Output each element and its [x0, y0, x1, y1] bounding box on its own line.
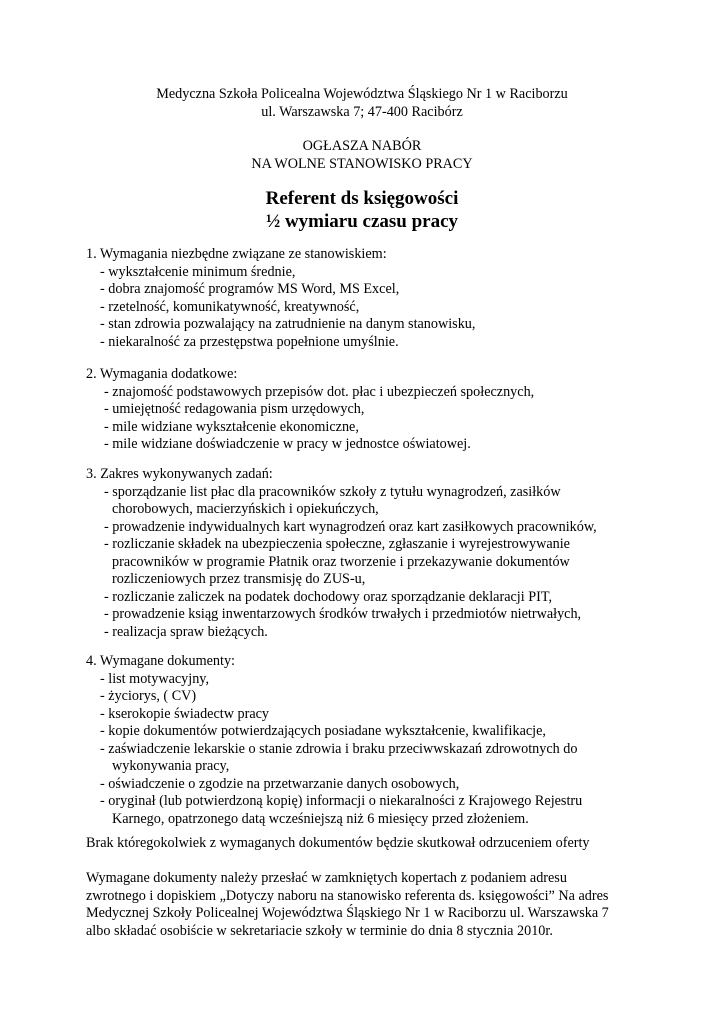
list-item: - realizacja spraw bieżących.: [104, 623, 268, 640]
instruction-line: Wymagane dokumenty należy przesłać w zamkniętych kopertach z podaniem adresu: [86, 870, 567, 886]
list-item: - umiejętność redagowania pism urzędowych,: [104, 401, 365, 417]
submission-instructions: [86, 870, 646, 940]
list-item: - życiorys, ( CV): [100, 688, 197, 704]
list-item-continuation: rozliczeniowych przez transmisję do ZUS-u,: [112, 571, 366, 587]
section-requirements: [86, 246, 646, 351]
list-item: - mile widziane wykształcenie ekonomiczne,: [104, 418, 359, 435]
list-item: - sporządzanie list płac dla pracowników szkoły z tytułu wynagrodzeń, zasiłków: [104, 483, 561, 500]
school-name: Medyczna Szkoła Policealna Województwa Śląskiego Nr 1 w Raciborzu: [156, 86, 568, 102]
position-title: [0, 187, 724, 233]
list-item-continuation: Karnego, opatrzonego datą wcześniejszą niż 6 miesięcy przed złożeniem.: [112, 810, 529, 827]
list-item: - dobra znajomość programów MS Word, MS Excel,: [100, 281, 400, 297]
instruction-line: zwrotnego i dopiskiem „Dotyczy naboru na stanowisko referenta ds. księgowości” Na adres: [86, 887, 609, 904]
position-name: Referent ds księgowości: [265, 188, 459, 209]
list-item: - kopie dokumentów potwierdzających posiadane wykształcenie, kwalifikacje,: [100, 723, 546, 739]
list-item: - oryginał (lub potwierdzoną kopię) informacji o niekaralności z Krajowego Rejestru: [100, 793, 583, 809]
section-duties: [86, 466, 646, 641]
list-item: - znajomość podstawowych przepisów dot. płac i ubezpieczeń społecznych,: [104, 383, 535, 400]
section-title: 1. Wymagania niezbędne związane ze stanowiskiem:: [86, 246, 387, 262]
list-item: - wykształcenie minimum średnie,: [100, 263, 296, 280]
section-additional-requirements: [86, 366, 646, 454]
list-item: - zaświadczenie lekarskie o stanie zdrowia i braku przeciwwskazań zdrowotnych do: [100, 740, 578, 757]
missing-documents-warning: Brak któregokolwiek z wymaganych dokumentów będzie skutkował odrzuceniem oferty: [86, 835, 590, 851]
notice-line-2: NA WOLNE STANOWISKO PRACY: [251, 155, 473, 172]
section-title: 3. Zakres wykonywanych zadań:: [86, 466, 273, 482]
section-title: 2. Wymagania dodatkowe:: [86, 366, 238, 382]
list-item: - rzetelność, komunikatywność, kreatywność,: [100, 298, 360, 315]
list-item-continuation: wykonywania pracy,: [112, 758, 230, 774]
list-item: - prowadzenie ksiąg inwentarzowych środków trwałych i przedmiotów nietrwałych,: [104, 606, 582, 622]
position-time: ½ wymiaru czasu pracy: [265, 211, 459, 232]
list-item: - rozliczanie zaliczek na podatek dochodowy oraz sporządzanie deklaracji PIT,: [104, 588, 552, 605]
list-item: - kserokopie świadectw pracy: [100, 705, 270, 722]
school-header: [0, 86, 724, 121]
list-item: - mile widziane doświadczenie w pracy w jednostce oświatowej.: [104, 436, 471, 452]
section-title: 4. Wymagane dokumenty:: [86, 653, 236, 669]
list-item-continuation: chorobowych, macierzyńskich i opiekuńczych,: [112, 501, 379, 517]
notice-line-1: OGŁASZA NABÓR: [302, 138, 422, 154]
instruction-line: Medycznej Szkoły Policealnej Województwa Śląskiego Nr 1 w Raciborzu ul. Warszawska 7: [86, 905, 609, 921]
list-item: - prowadzenie indywidualnych kart wynagrodzeń oraz kart zasiłkowych pracowników,: [104, 518, 597, 535]
list-item: - niekaralność za przestępstwa popełnione umyślnie.: [100, 333, 399, 350]
section-documents: [86, 653, 646, 828]
instruction-line: albo składać osobiście w sekretariacie szkoły w terminie do dnia 8 stycznia 2010r.: [86, 922, 553, 939]
list-item: - oświadczenie o zgodzie na przetwarzanie danych osobowych,: [100, 775, 460, 792]
school-address: ul. Warszawska 7; 47-400 Racibórz: [261, 103, 463, 120]
list-item: - rozliczanie składek na ubezpieczenia społeczne, zgłaszanie i wyrejestrowywanie: [104, 536, 570, 552]
list-item-continuation: pracowników w programie Płatnik oraz tworzenie i przekazywanie dokumentów: [112, 553, 570, 570]
notice-heading: [0, 138, 724, 173]
list-item: - stan zdrowia pozwalający na zatrudnienie na danym stanowisku,: [100, 316, 476, 332]
list-item: - list motywacyjny,: [100, 670, 210, 687]
